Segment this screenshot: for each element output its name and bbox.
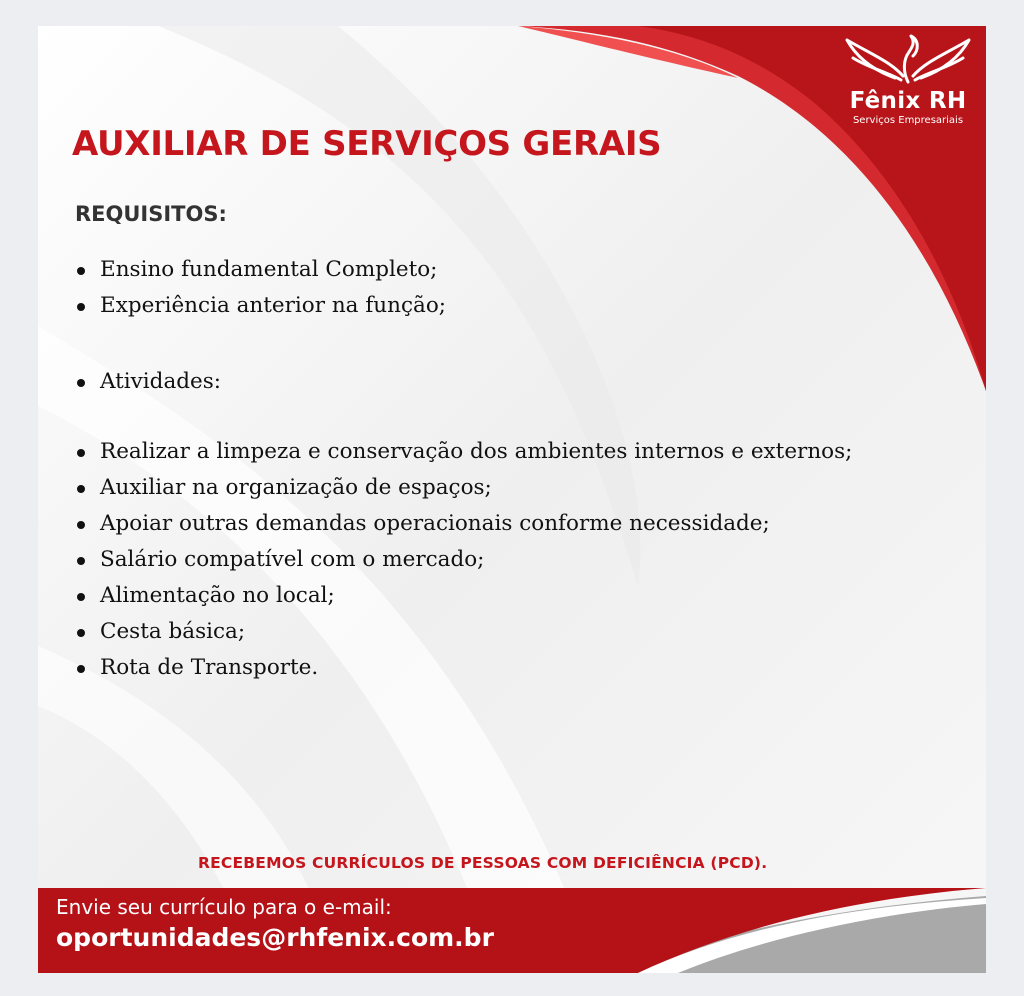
list-item: Auxiliar na organização de espaços; <box>75 470 935 506</box>
list-item: Realizar a limpeza e conservação dos ambientes internos e externos; <box>75 434 935 470</box>
list-item: Salário compatível com o mercado; <box>75 542 935 578</box>
job-post-card <box>38 26 986 973</box>
pcd-notice: RECEBEMOS CURRÍCULOS DE PESSOAS COM DEFICIÊNCIA (PCD). <box>198 854 768 872</box>
footer-instruction: Envie seu currículo para o e-mail: <box>56 895 392 919</box>
list-item: Rota de Transporte. <box>75 650 935 686</box>
phoenix-wings-icon <box>843 32 973 88</box>
list-item: Alimentação no local; <box>75 578 935 614</box>
list-item: Cesta básica; <box>75 614 935 650</box>
list-item: Experiência anterior na função; <box>75 288 935 324</box>
activities-list <box>75 434 935 686</box>
contact-email[interactable]: oportunidades@rhfenix.com.br <box>56 923 494 952</box>
brand-logo <box>828 32 986 142</box>
requirements-list <box>75 252 935 324</box>
activities-label: Atividades: <box>75 364 935 400</box>
brand-name: Fênix RH <box>849 88 967 114</box>
activities-label-list <box>75 364 935 400</box>
footer-contact <box>56 894 494 954</box>
brand-tagline: Serviços Empresariais <box>852 115 964 126</box>
list-item: Ensino fundamental Completo; <box>75 252 935 288</box>
job-title: AUXILIAR DE SERVIÇOS GERAIS <box>72 124 662 164</box>
requirements-heading: REQUISITOS: <box>75 202 227 226</box>
list-item: Apoiar outras demandas operacionais conforme necessidade; <box>75 506 935 542</box>
